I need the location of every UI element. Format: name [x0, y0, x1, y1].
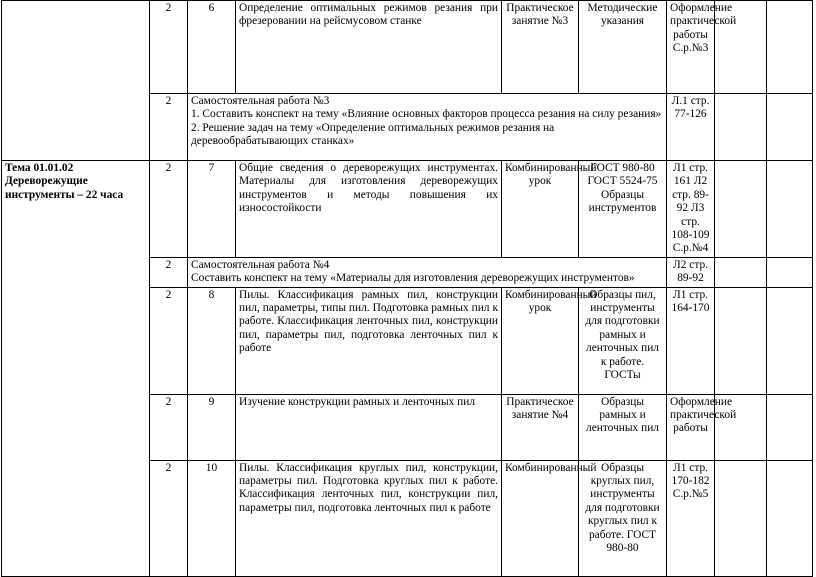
- hours-cell: 2: [150, 161, 188, 258]
- empty-cell: [715, 287, 767, 394]
- hours-cell: 2: [150, 460, 188, 576]
- support-cell: Методические указания: [579, 1, 667, 94]
- self-work-title: Самостоятельная работа №3: [191, 95, 330, 107]
- lesson-type-cell: Комбинированный урок: [502, 161, 579, 258]
- empty-cell: [767, 460, 813, 576]
- hours-cell: 2: [150, 257, 188, 287]
- lesson-number-cell: 10: [188, 460, 236, 576]
- empty-cell: [715, 94, 767, 161]
- self-work-cell: [188, 257, 667, 287]
- homework-cell: Оформление практической работы С.р.№3: [667, 1, 715, 94]
- empty-cell: [767, 257, 813, 287]
- lesson-plan-table: [1, 0, 813, 577]
- lesson-content-cell: Пилы. Классификация рамных пил, конструкции пил, параметры, типы пил. Подготовка рамных пил к работе. Классификация ленточных пил, конструкции пил, параметры пил, подготовка ленточных пил к работе: [236, 287, 502, 394]
- lesson-content-cell: Общие сведения о дереворежущих инструментах. Материалы для изготовления дереворежущих инструментов и методы повышения их износостойкости: [236, 161, 502, 258]
- table-row: [2, 1, 813, 94]
- homework-cell: Л.1 стр. 77-126: [667, 94, 715, 161]
- lesson-type-cell: Комбинированный: [502, 460, 579, 576]
- support-cell: Образцы круглых пил, инструменты для подготовки круглых пил к работе. ГОСТ 980-80: [579, 460, 667, 576]
- lesson-number-cell: 7: [188, 161, 236, 258]
- hours-cell: 2: [150, 1, 188, 94]
- support-cell: Образцы рамных и ленточных пил: [579, 394, 667, 460]
- topic-cell-empty: [2, 1, 150, 161]
- empty-cell: [767, 161, 813, 258]
- hours-cell: 2: [150, 287, 188, 394]
- self-work-task: 2. Решение задач на тему «Определение оптимальных режимов резания на деревообрабатывающих станках»: [191, 121, 555, 148]
- support-cell: Образцы пил, инструменты для подготовки рамных и ленточных пил к работе. ГОСТы: [579, 287, 667, 394]
- empty-cell: [767, 1, 813, 94]
- lesson-content-cell: Определение оптимальных режимов резания при фрезеровании на рейсмусовом станке: [236, 1, 502, 94]
- lesson-type-cell: Практическое занятие №4: [502, 394, 579, 460]
- lesson-number-cell: 9: [188, 394, 236, 460]
- homework-cell: Л1 стр. 161 Л2 стр. 89-92 Л3 стр. 108-109 С.р.№4: [667, 161, 715, 258]
- empty-cell: [715, 161, 767, 258]
- lesson-content-cell: Изучение конструкции рамных и ленточных пил: [236, 394, 502, 460]
- self-work-task: Составить конспект на тему «Материалы для изготовления дереворежущих инструментов»: [191, 272, 635, 285]
- self-work-title: Самостоятельная работа №4: [191, 258, 330, 271]
- empty-cell: [767, 394, 813, 460]
- empty-cell: [767, 287, 813, 394]
- empty-cell: [715, 460, 767, 576]
- homework-cell: Л1 стр. 164-170: [667, 287, 715, 394]
- homework-cell: Л2 стр. 89-92: [667, 257, 715, 287]
- table-row: [2, 161, 813, 258]
- lesson-type-cell: Комбинированный урок: [502, 287, 579, 394]
- self-work-task: 1. Составить конспект на тему «Влияние основных факторов процесса резания на силу резания»: [191, 108, 662, 121]
- empty-cell: [715, 257, 767, 287]
- topic-title: Тема 01.01.02 Дереворежущие инструменты – 22 часа: [2, 161, 150, 577]
- empty-cell: [767, 94, 813, 161]
- hours-cell: 2: [150, 94, 188, 161]
- hours-cell: 2: [150, 394, 188, 460]
- lesson-content-cell: Пилы. Классификация круглых пил, конструкции, параметры пил. Подготовка круглых пил к работе. Классификация ленточных пил, конструкции пил, параметры пил, подготовка ленточных пил к работе: [236, 460, 502, 576]
- lesson-type-cell: Практическое занятие №3: [502, 1, 579, 94]
- homework-cell: Л1 стр. 170-182 С.р.№5: [667, 460, 715, 576]
- lesson-number-cell: 8: [188, 287, 236, 394]
- lesson-number-cell: 6: [188, 1, 236, 94]
- support-cell: ГОСТ 980-80 ГОСТ 5524-75 Образцы инструментов: [579, 161, 667, 258]
- self-work-cell: [188, 94, 667, 161]
- homework-cell: Оформление практической работы: [667, 394, 715, 460]
